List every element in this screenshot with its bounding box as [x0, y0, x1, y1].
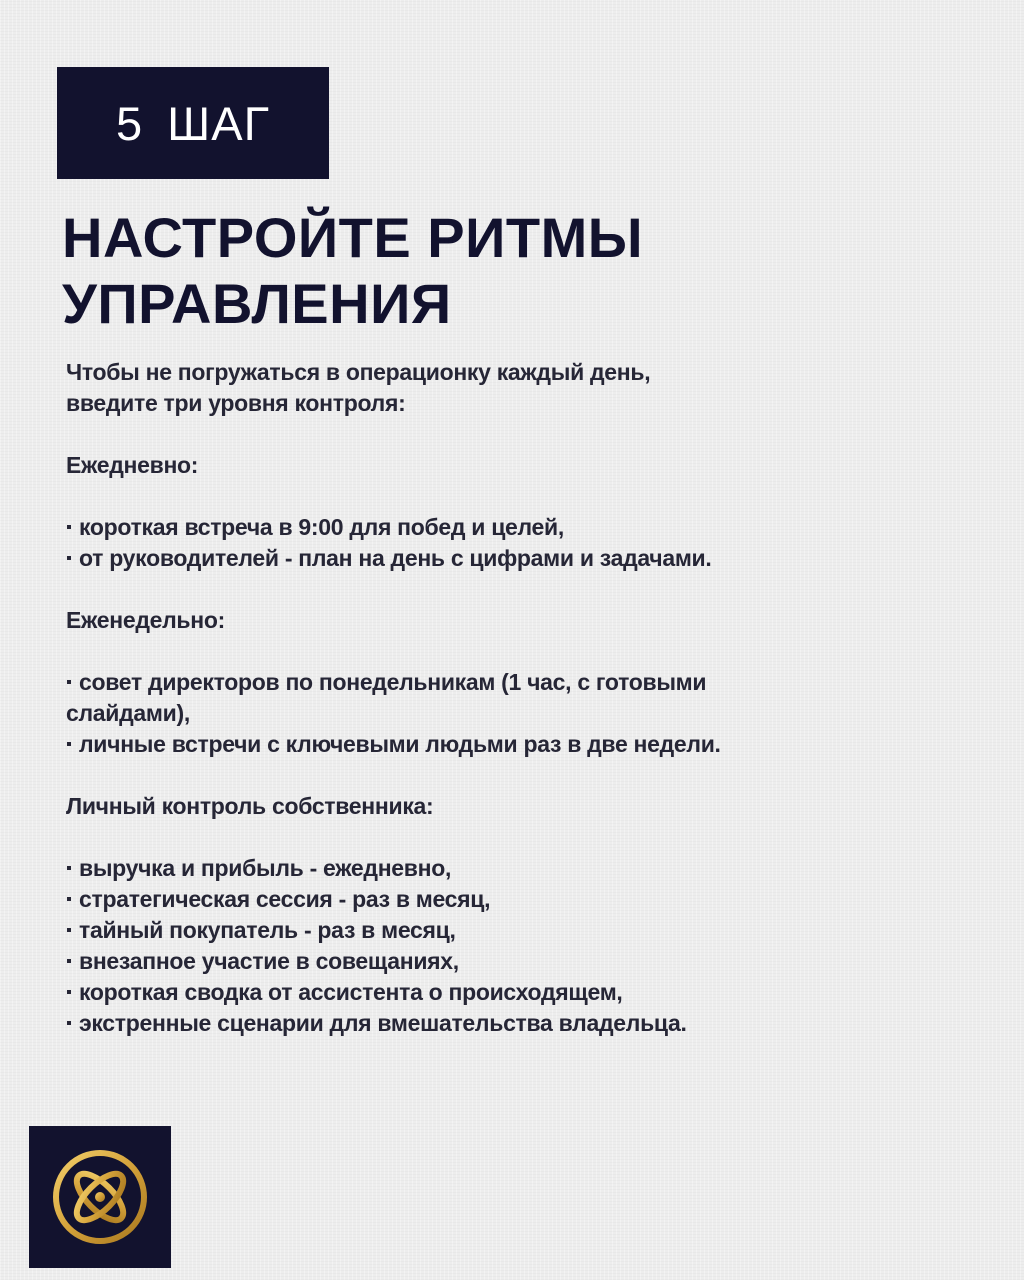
list-item: внезапное участие в совещаниях,: [66, 946, 966, 977]
content-body: [66, 357, 966, 1039]
list-item-continuation: слайдами),: [66, 700, 190, 726]
list-item: короткая сводка от ассистента о происходящем,: [66, 977, 966, 1008]
list-item: короткая встреча в 9:00 для побед и целей,: [66, 512, 966, 543]
bullet-icon: [67, 1021, 71, 1025]
gold-knot-logo-icon: [50, 1147, 150, 1247]
list-item: стратегическая сессия - раз в месяц,: [66, 884, 966, 915]
section-heading-daily: Ежедневно:: [66, 452, 199, 478]
step-badge-label: 5 ШАГ: [115, 96, 271, 150]
section-heading-weekly: Еженедельно:: [66, 607, 225, 633]
page-title: [62, 205, 643, 337]
list-item: совет директоров по понедельникам (1 час, с готовыми: [66, 667, 966, 698]
bullet-icon: [67, 680, 71, 684]
page-title-line-2: УПРАВЛЕНИЯ: [62, 272, 452, 335]
list-item: тайный покупатель - раз в месяц,: [66, 915, 966, 946]
brand-logo: [29, 1126, 171, 1268]
page-title-line-1: НАСТРОЙТЕ РИТМЫ: [62, 206, 644, 269]
list-item: выручка и прибыль - ежедневно,: [66, 853, 966, 884]
bullet-icon: [67, 525, 71, 529]
section-heading-owner: Личный контроль собственника:: [66, 793, 434, 819]
bullet-icon: [67, 866, 71, 870]
bullet-icon: [67, 928, 71, 932]
list-item: личные встречи с ключевыми людьми раз в две недели.: [66, 729, 966, 760]
bullet-icon: [67, 959, 71, 963]
step-badge: [57, 67, 329, 179]
intro-line-2: введите три уровня контроля:: [66, 390, 406, 416]
intro-line-1: Чтобы не погружаться в операционку каждый день,: [66, 359, 651, 385]
list-item: экстренные сценарии для вмешательства владельца.: [66, 1008, 966, 1039]
bullet-icon: [67, 556, 71, 560]
list-item: от руководителей - план на день с цифрами и задачами.: [66, 543, 966, 574]
bullet-icon: [67, 742, 71, 746]
bullet-icon: [67, 990, 71, 994]
bullet-icon: [67, 897, 71, 901]
